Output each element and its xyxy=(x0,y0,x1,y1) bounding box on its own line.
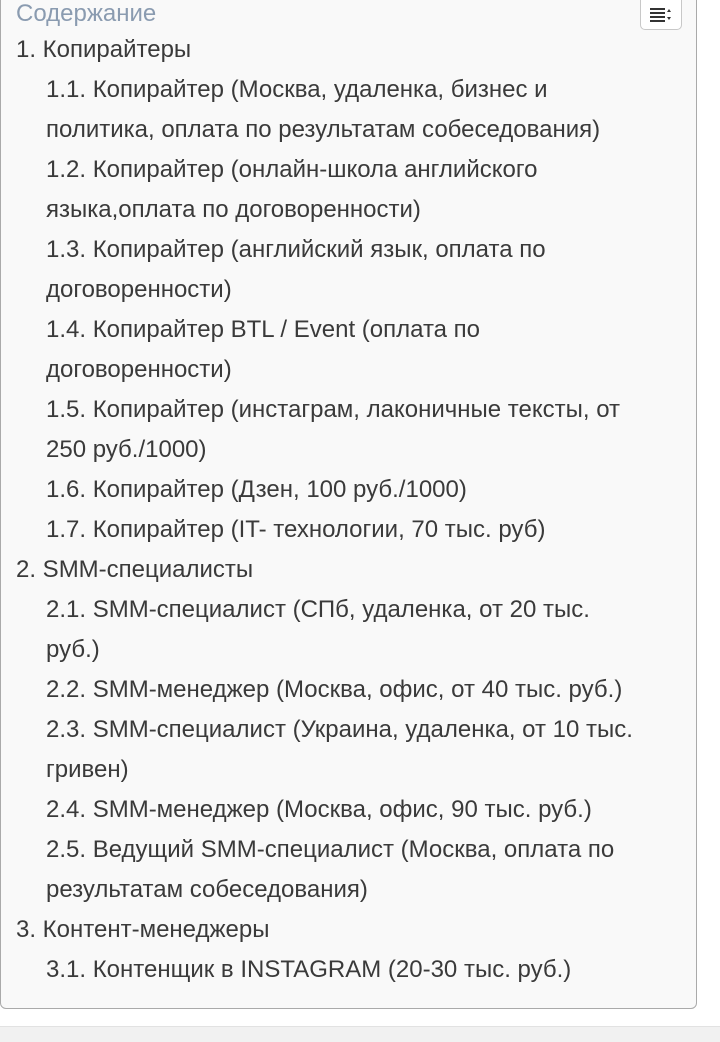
toc-subsection-link[interactable]: руб.) xyxy=(46,636,100,663)
toc-section-link[interactable]: 2. SMM-специалисты xyxy=(16,556,254,583)
toc-subsection-link[interactable]: 3.1. Контенщик в INSTAGRAM (20-30 тыс. руб.) xyxy=(46,956,572,983)
toc-subsection-link[interactable]: результатам собеседования) xyxy=(46,876,368,903)
toc-subsection-link[interactable]: договоренности) xyxy=(46,276,232,303)
toc-subsection-link[interactable]: договоренности) xyxy=(46,356,232,383)
toc-toggle-button[interactable] xyxy=(640,0,682,30)
toc-subsection-link[interactable]: 1.3. Копирайтер (английский язык, оплата по xyxy=(46,236,546,263)
toc-subsection-link[interactable]: 2.4. SMM-менеджер (Москва, офис, 90 тыс. руб.) xyxy=(46,796,592,823)
toc-subsection-link[interactable]: 1.4. Копирайтер BTL / Event (оплата по xyxy=(46,316,481,343)
toc-subsection-link[interactable]: 2.5. Ведущий SMM-специалист (Москва, оплата по xyxy=(46,836,615,863)
toc-subsection-link[interactable]: 1.5. Копирайтер (инстаграм, лаконичные тексты, от xyxy=(46,396,621,423)
toc-subsection-link[interactable]: 1.1. Копирайтер (Москва, удаленка, бизнес и xyxy=(46,76,548,103)
toc-subsection-link[interactable]: гривен) xyxy=(46,756,129,783)
toc-list xyxy=(0,30,633,990)
toc-title: Содержание xyxy=(16,0,157,27)
toc-subsection-link[interactable]: 2.1. SMM-специалист (СПб, удаленка, от 20 тыс. xyxy=(46,596,590,623)
toc-subsection-link[interactable]: политика, оплата по результатам собеседования) xyxy=(46,116,601,143)
toc-subsection-link[interactable]: 1.7. Копирайтер (IT- технологии, 70 тыс. руб) xyxy=(46,516,546,543)
list-toggle-icon xyxy=(650,8,674,22)
toc-subsection-link[interactable]: 2.2. SMM-менеджер (Москва, офис, от 40 тыс. руб.) xyxy=(46,676,623,703)
toc-subsection-link[interactable]: 2.3. SMM-специалист (Украина, удаленка, от 10 тыс. xyxy=(46,716,633,743)
toc-subsection-link[interactable]: 1.2. Копирайтер (онлайн-школа английского xyxy=(46,156,538,183)
toc-section-link[interactable]: 3. Контент-менеджеры xyxy=(16,916,270,943)
toc-subsection-link[interactable]: 250 руб./1000) xyxy=(46,436,207,463)
toc-subsection-link[interactable]: языка,оплата по договоренности) xyxy=(46,196,421,223)
toc-section-link[interactable]: 1. Копирайтеры xyxy=(16,36,192,63)
page-divider xyxy=(0,1026,720,1042)
toc-subsection-link[interactable]: 1.6. Копирайтер (Дзен, 100 руб./1000) xyxy=(46,476,467,503)
